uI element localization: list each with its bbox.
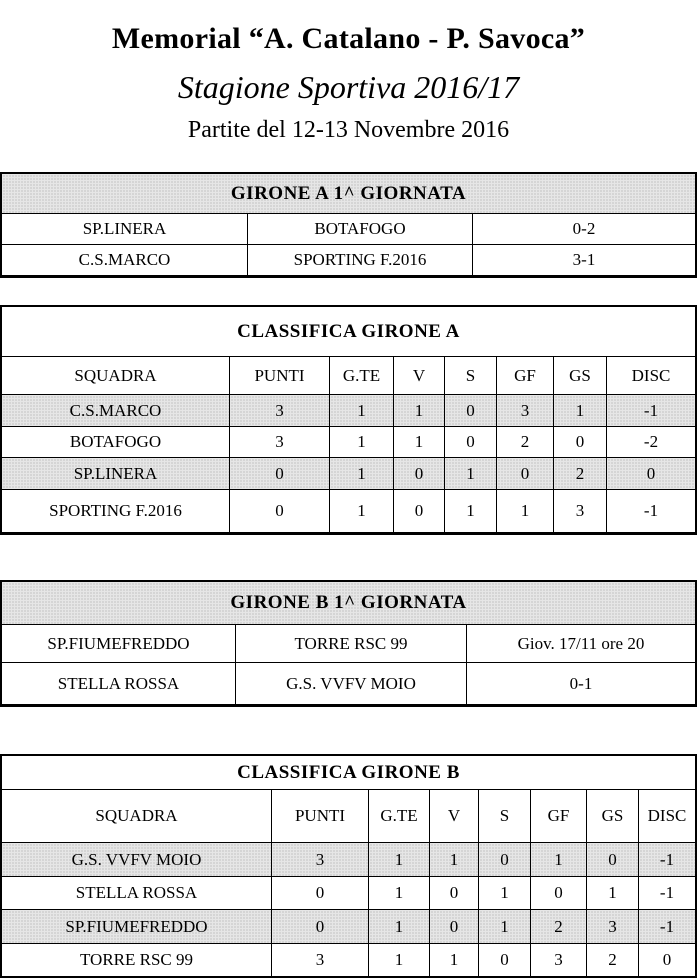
away-team: SPORTING F.2016 xyxy=(248,245,473,276)
page-title: Memorial “A. Catalano - P. Savoca” xyxy=(111,22,586,55)
cell: 0 xyxy=(639,944,696,977)
cell: 1 xyxy=(554,395,607,427)
cell: 1 xyxy=(330,490,394,533)
cell: 0 xyxy=(445,395,497,427)
col-header: PUNTI xyxy=(272,790,369,843)
cell: 0 xyxy=(430,877,479,910)
table-row xyxy=(2,910,696,944)
col-header: SQUADRA xyxy=(2,357,230,395)
cell: 0 xyxy=(394,490,445,533)
home-team: C.S.MARCO xyxy=(2,245,248,276)
girone-a-title: GIRONE A 1^ GIORNATA xyxy=(2,174,696,214)
match-result: 3-1 xyxy=(473,245,696,276)
cell: 1 xyxy=(479,910,531,944)
col-header: GF xyxy=(497,357,554,395)
team-name: STELLA ROSSA xyxy=(2,877,272,910)
away-team: G.S. VVFV MOIO xyxy=(236,663,467,705)
cell: 3 xyxy=(272,944,369,977)
cell: 3 xyxy=(230,427,330,458)
cell: 2 xyxy=(587,944,639,977)
classifica-a-table xyxy=(0,305,697,535)
team-name: TORRE RSC 99 xyxy=(2,944,272,977)
home-team: SP.LINERA xyxy=(2,214,248,245)
season-subtitle: Stagione Sportiva 2016/17 xyxy=(177,69,520,105)
cell: 1 xyxy=(430,843,479,877)
cell: 0 xyxy=(272,877,369,910)
table-row xyxy=(2,395,696,427)
away-team: BOTAFOGO xyxy=(248,214,473,245)
cell: 1 xyxy=(587,877,639,910)
cell: 1 xyxy=(445,490,497,533)
cell: 1 xyxy=(497,490,554,533)
cell: 0 xyxy=(497,458,554,490)
team-name: SP.LINERA xyxy=(2,458,230,490)
team-name: G.S. VVFV MOIO xyxy=(2,843,272,877)
cell: -1 xyxy=(607,490,696,533)
classifica-a-title: CLASSIFICA GIRONE A xyxy=(2,307,696,357)
cell: -1 xyxy=(639,843,696,877)
cell: 3 xyxy=(497,395,554,427)
cell: 1 xyxy=(531,843,587,877)
table-row xyxy=(2,843,696,877)
girone-b-matches-table xyxy=(0,580,697,707)
cell: 1 xyxy=(445,458,497,490)
col-header: S xyxy=(445,357,497,395)
table-row xyxy=(2,458,696,490)
home-team: STELLA ROSSA xyxy=(2,663,236,705)
cell: 2 xyxy=(497,427,554,458)
cell: 2 xyxy=(531,910,587,944)
cell: -2 xyxy=(607,427,696,458)
girone-b-title: GIRONE B 1^ GIORNATA xyxy=(2,582,696,625)
match-row xyxy=(2,245,696,276)
cell: 1 xyxy=(369,944,430,977)
cell: 1 xyxy=(369,877,430,910)
cell: 0 xyxy=(272,910,369,944)
header-row xyxy=(2,790,696,843)
cell: 3 xyxy=(230,395,330,427)
header-row xyxy=(2,357,696,395)
cell: 3 xyxy=(554,490,607,533)
team-name: SP.FIUMEFREDDO xyxy=(2,910,272,944)
cell: 3 xyxy=(531,944,587,977)
team-name: C.S.MARCO xyxy=(2,395,230,427)
col-header: GS xyxy=(554,357,607,395)
col-header: DISC xyxy=(607,357,696,395)
table-row xyxy=(2,427,696,458)
team-name: SPORTING F.2016 xyxy=(2,490,230,533)
home-team: SP.FIUMEFREDDO xyxy=(2,625,236,663)
cell: 0 xyxy=(479,944,531,977)
classifica-b-table xyxy=(0,754,697,978)
cell: 1 xyxy=(394,427,445,458)
away-team: TORRE RSC 99 xyxy=(236,625,467,663)
cell: 1 xyxy=(430,944,479,977)
cell: 0 xyxy=(445,427,497,458)
match-dates: Partite del 12-13 Novembre 2016 xyxy=(187,117,510,143)
col-header: GS xyxy=(587,790,639,843)
table-row xyxy=(2,944,696,977)
col-header: DISC xyxy=(639,790,696,843)
table-row xyxy=(2,490,696,533)
cell: 1 xyxy=(369,910,430,944)
cell: 0 xyxy=(430,910,479,944)
col-header: V xyxy=(430,790,479,843)
cell: 0 xyxy=(394,458,445,490)
col-header: SQUADRA xyxy=(2,790,272,843)
match-row xyxy=(2,663,696,705)
match-result: Giov. 17/11 ore 20 xyxy=(467,625,696,663)
cell: 1 xyxy=(330,395,394,427)
classifica-b-title: CLASSIFICA GIRONE B xyxy=(2,756,696,790)
cell: 3 xyxy=(272,843,369,877)
match-result: 0-1 xyxy=(467,663,696,705)
cell: 1 xyxy=(330,427,394,458)
cell: 0 xyxy=(531,877,587,910)
match-row xyxy=(2,214,696,245)
cell: 1 xyxy=(479,877,531,910)
col-header: S xyxy=(479,790,531,843)
match-row xyxy=(2,625,696,663)
cell: 1 xyxy=(369,843,430,877)
match-result: 0-2 xyxy=(473,214,696,245)
col-header: PUNTI xyxy=(230,357,330,395)
col-header: G.TE xyxy=(369,790,430,843)
cell: -1 xyxy=(639,910,696,944)
cell: 0 xyxy=(587,843,639,877)
col-header: GF xyxy=(531,790,587,843)
cell: -1 xyxy=(607,395,696,427)
cell: 1 xyxy=(394,395,445,427)
cell: 0 xyxy=(230,490,330,533)
cell: 1 xyxy=(330,458,394,490)
cell: 3 xyxy=(587,910,639,944)
col-header: V xyxy=(394,357,445,395)
girone-a-matches-table xyxy=(0,172,697,278)
cell: 0 xyxy=(479,843,531,877)
team-name: BOTAFOGO xyxy=(2,427,230,458)
cell: -1 xyxy=(639,877,696,910)
cell: 0 xyxy=(230,458,330,490)
col-header: G.TE xyxy=(330,357,394,395)
cell: 2 xyxy=(554,458,607,490)
cell: 0 xyxy=(554,427,607,458)
cell: 0 xyxy=(607,458,696,490)
table-row xyxy=(2,877,696,910)
